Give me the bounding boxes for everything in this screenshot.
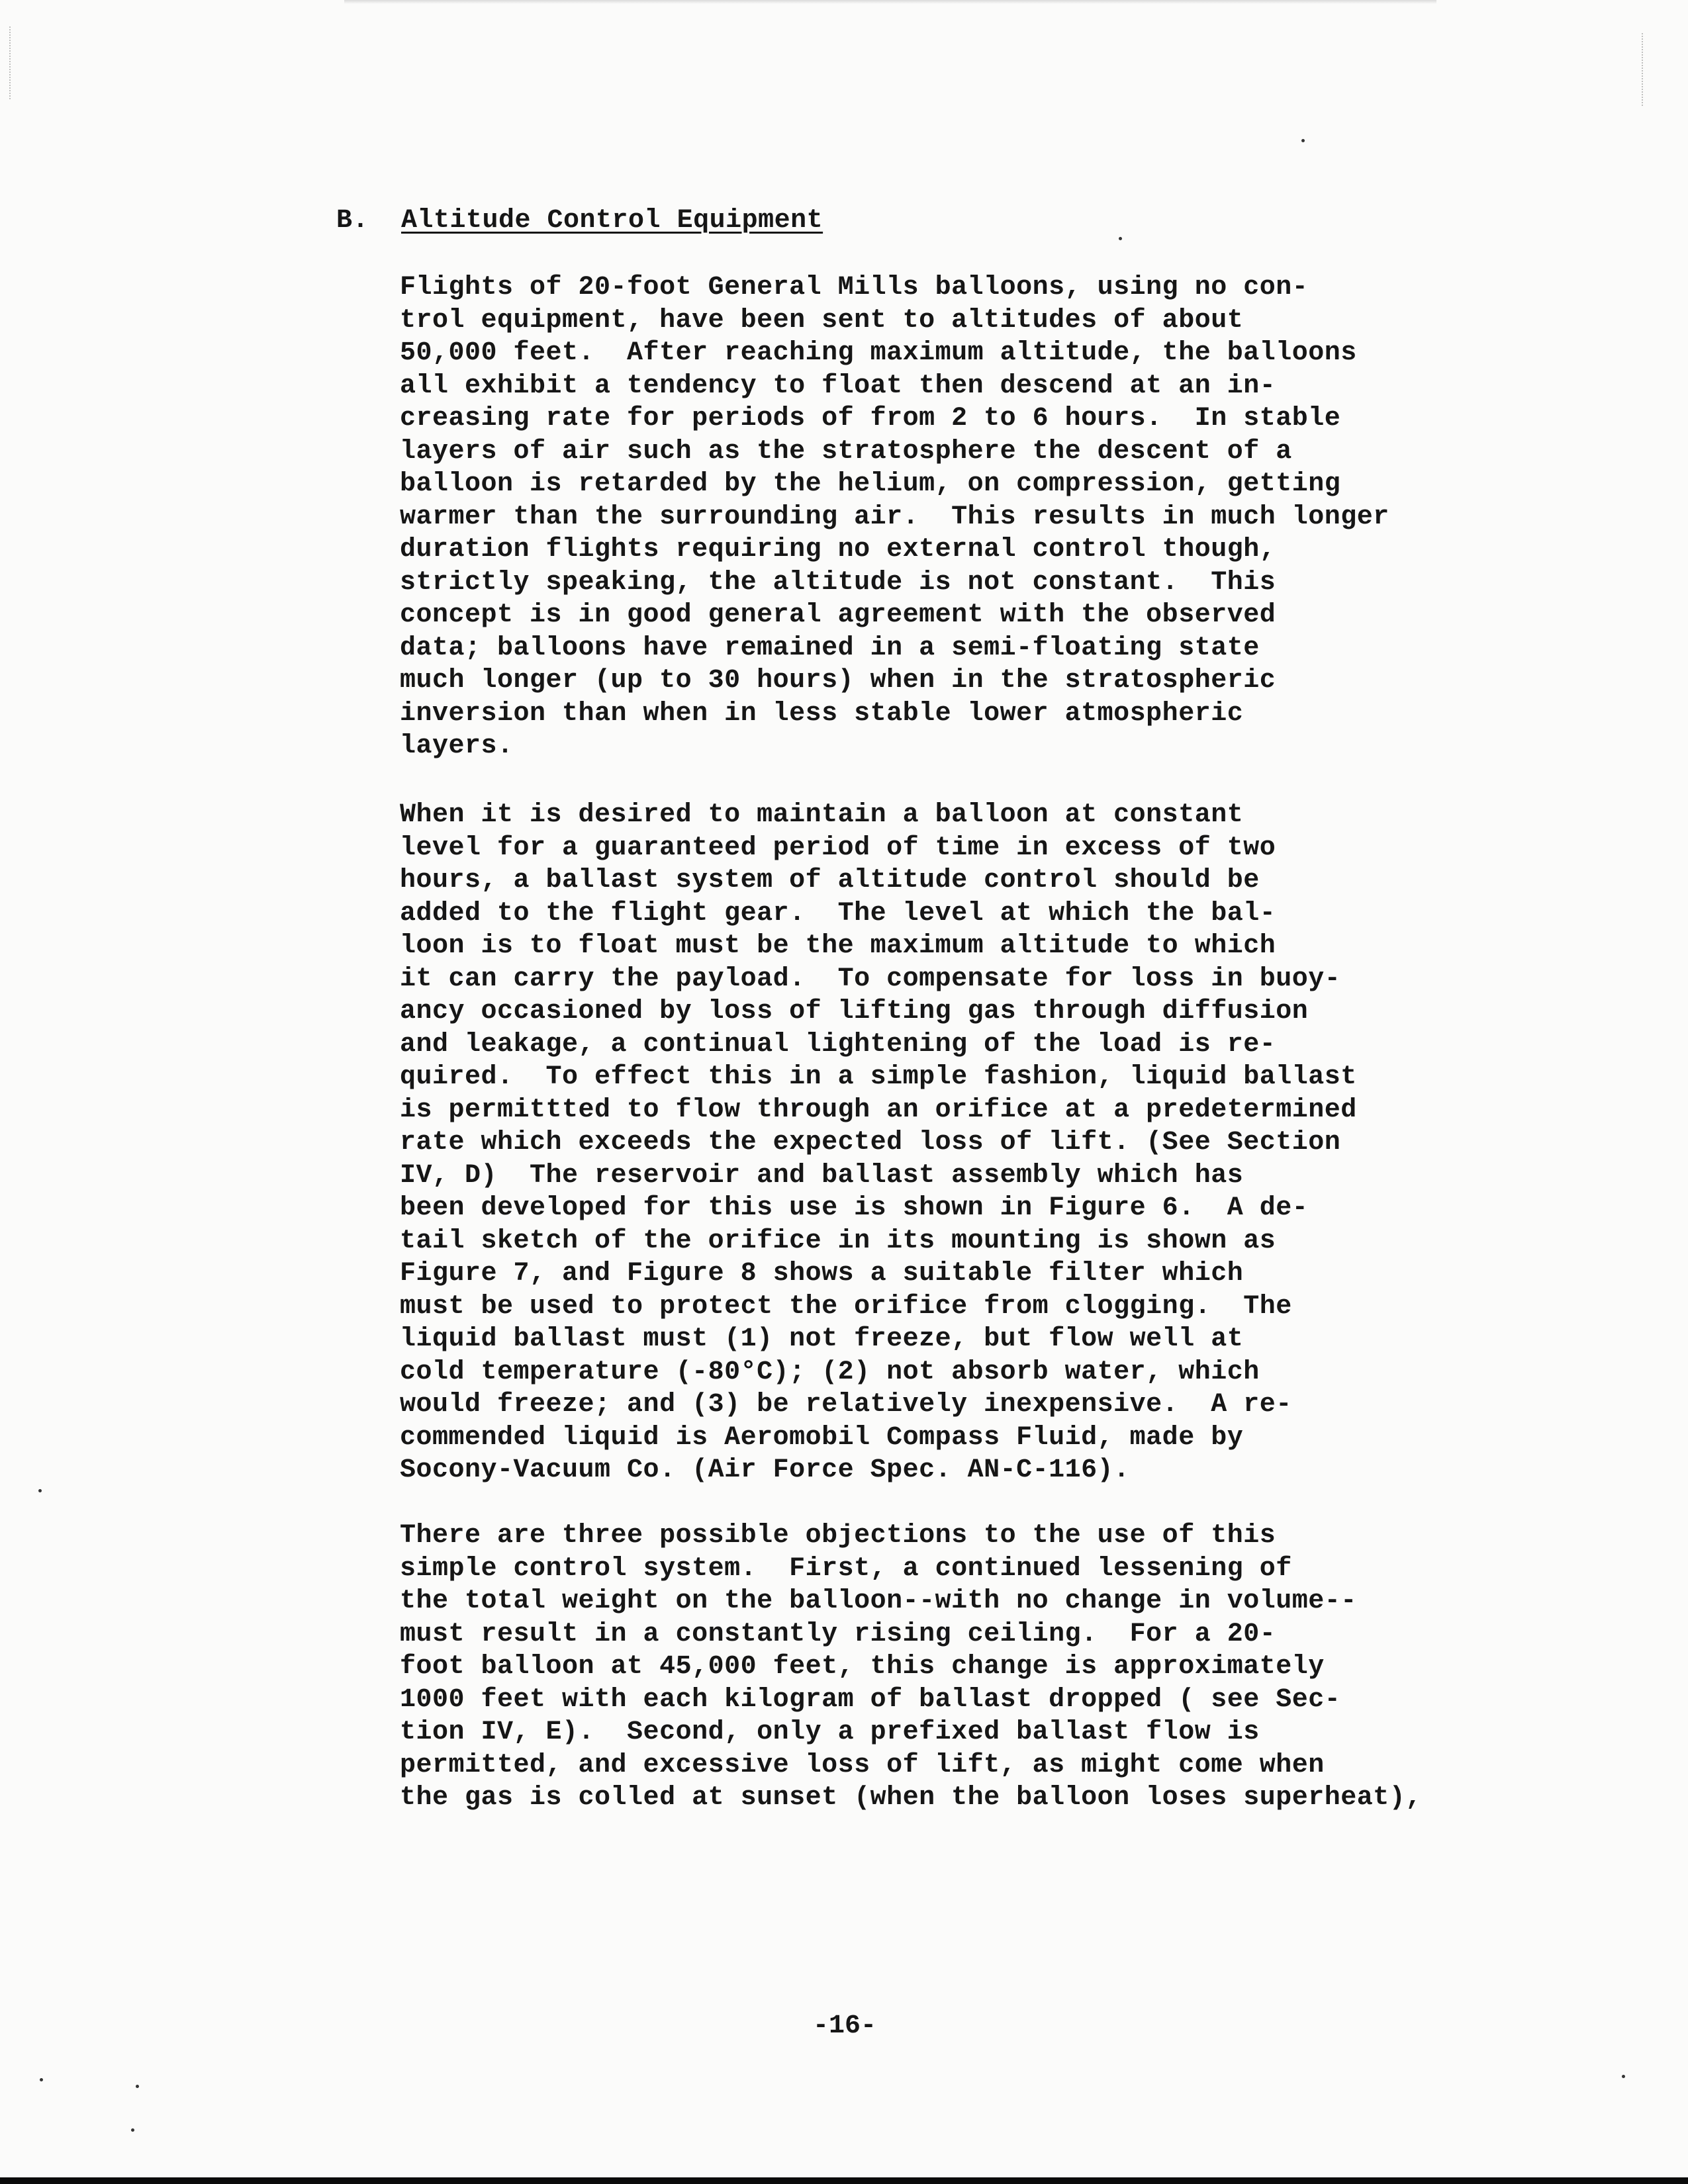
text-line: liquid ballast must (1) not freeze, but flow well at	[400, 1324, 1244, 1354]
text-line: inversion than when in less stable lower atmospheric	[400, 698, 1244, 729]
text-line: Socony-Vacuum Co. (Air Force Spec. AN-C-116).	[400, 1455, 1130, 1485]
text-line: layers of air such as the stratosphere the descent of a	[400, 436, 1292, 467]
paragraph-flight-behavior	[400, 271, 1432, 763]
scan-speck	[1622, 2075, 1625, 2078]
scan-margin-marks	[9, 26, 36, 99]
text-line: layers.	[400, 731, 514, 761]
text-line: 1000 feet with each kilogram of ballast dropped ( see Sec-	[400, 1684, 1341, 1715]
scan-top-edge	[344, 0, 1436, 4]
text-line: ancy occasioned by loss of lifting gas through diffusion	[400, 997, 1309, 1026]
text-line: data; balloons have remained in a semi-floating state	[400, 633, 1260, 663]
text-line: quired. To effect this in a simple fashion, liquid ballast	[400, 1062, 1357, 1092]
paragraph-ballast-system	[400, 799, 1432, 1487]
text-line: been developed for this use is shown in Figure 6. A de-	[400, 1193, 1309, 1223]
text-line: IV, D) The reservoir and ballast assembly which has	[400, 1160, 1244, 1191]
text-line: would freeze; and (3) be relatively inexpensive. A re-	[400, 1390, 1292, 1420]
text-line: permitted, and excessive loss of lift, as might come when	[400, 1750, 1325, 1780]
text-line: warmer than the surrounding air. This results in much longer	[400, 502, 1389, 532]
paragraph-objections	[400, 1520, 1432, 1815]
text-line: simple control system. First, a continued lessening of	[400, 1553, 1292, 1584]
text-line: and leakage, a continual lightening of the load is re-	[400, 1029, 1276, 1060]
text-line: There are three possible objections to the use of this	[400, 1521, 1276, 1551]
text-line: the gas is colled at sunset (when the balloon loses superheat),	[400, 1783, 1422, 1813]
text-line: trol equipment, have been sent to altitudes of about	[400, 305, 1244, 336]
text-line: foot balloon at 45,000 feet, this change is approximately	[400, 1652, 1325, 1682]
text-line: hours, a ballast system of altitude control should be	[400, 866, 1260, 895]
section-title: Altitude Control Equipment	[401, 206, 823, 236]
text-line: much longer (up to 30 hours) when in the stratospheric	[400, 666, 1276, 696]
text-line: strictly speaking, the altitude is not constant. This	[400, 567, 1276, 598]
text-line: concept is in good general agreement with the observed	[400, 600, 1276, 630]
text-line: Figure 7, and Figure 8 shows a suitable filter which	[400, 1259, 1244, 1289]
text-line: 50,000 feet. After reaching maximum altitude, the balloons	[400, 338, 1357, 368]
text-line: level for a guaranteed period of time in excess of two	[400, 833, 1276, 863]
text-line: is permittted to flow through an orifice at a predetermined	[400, 1095, 1357, 1125]
text-line: loon is to float must be the maximum altitude to which	[400, 931, 1276, 961]
text-line: added to the flight gear. The level at which the bal-	[400, 898, 1276, 929]
text-line: must be used to protect the orifice from clogging. The	[400, 1291, 1292, 1322]
text-line: tion IV, E). Second, only a prefixed ballast flow is	[400, 1717, 1260, 1747]
text-line: creasing rate for periods of from 2 to 6 hours. In stable	[400, 404, 1341, 433]
scan-speck	[136, 2085, 139, 2088]
text-line: duration flights requiring no external control though,	[400, 535, 1276, 565]
scan-bottom-edge	[0, 2177, 1688, 2184]
text-line: all exhibit a tendency to float then descend at an in-	[400, 371, 1276, 401]
text-line: tail sketch of the orifice in its mounting is shown as	[400, 1226, 1276, 1256]
text-line: Flights of 20-foot General Mills balloons, using no con-	[400, 273, 1309, 302]
scan-speck	[1301, 139, 1305, 142]
scan-margin-marks	[1642, 33, 1668, 106]
scan-speck	[38, 1489, 42, 1492]
section-heading	[336, 203, 823, 240]
section-letter: B.	[336, 206, 369, 236]
text-line: balloon is retarded by the helium, on compression, getting	[400, 469, 1341, 499]
scan-speck	[1119, 237, 1122, 240]
scan-speck	[131, 2128, 134, 2132]
text-line: the total weight on the balloon--with no change in volume--	[400, 1586, 1357, 1616]
text-line: must result in a constantly rising ceiling. For a 20-	[400, 1619, 1276, 1649]
text-line: rate which exceeds the expected loss of lift. (See Section	[400, 1128, 1341, 1158]
scan-speck	[40, 2078, 43, 2081]
text-line: commended liquid is Aeromobil Compass Fluid, made by	[400, 1422, 1244, 1453]
text-line: it can carry the payload. To compensate for loss in buoy-	[400, 964, 1341, 994]
page-number: -16-	[813, 2011, 877, 2041]
text-line: When it is desired to maintain a balloon at constant	[400, 800, 1244, 830]
text-line: cold temperature (-80°C); (2) not absorb water, which	[400, 1357, 1260, 1387]
